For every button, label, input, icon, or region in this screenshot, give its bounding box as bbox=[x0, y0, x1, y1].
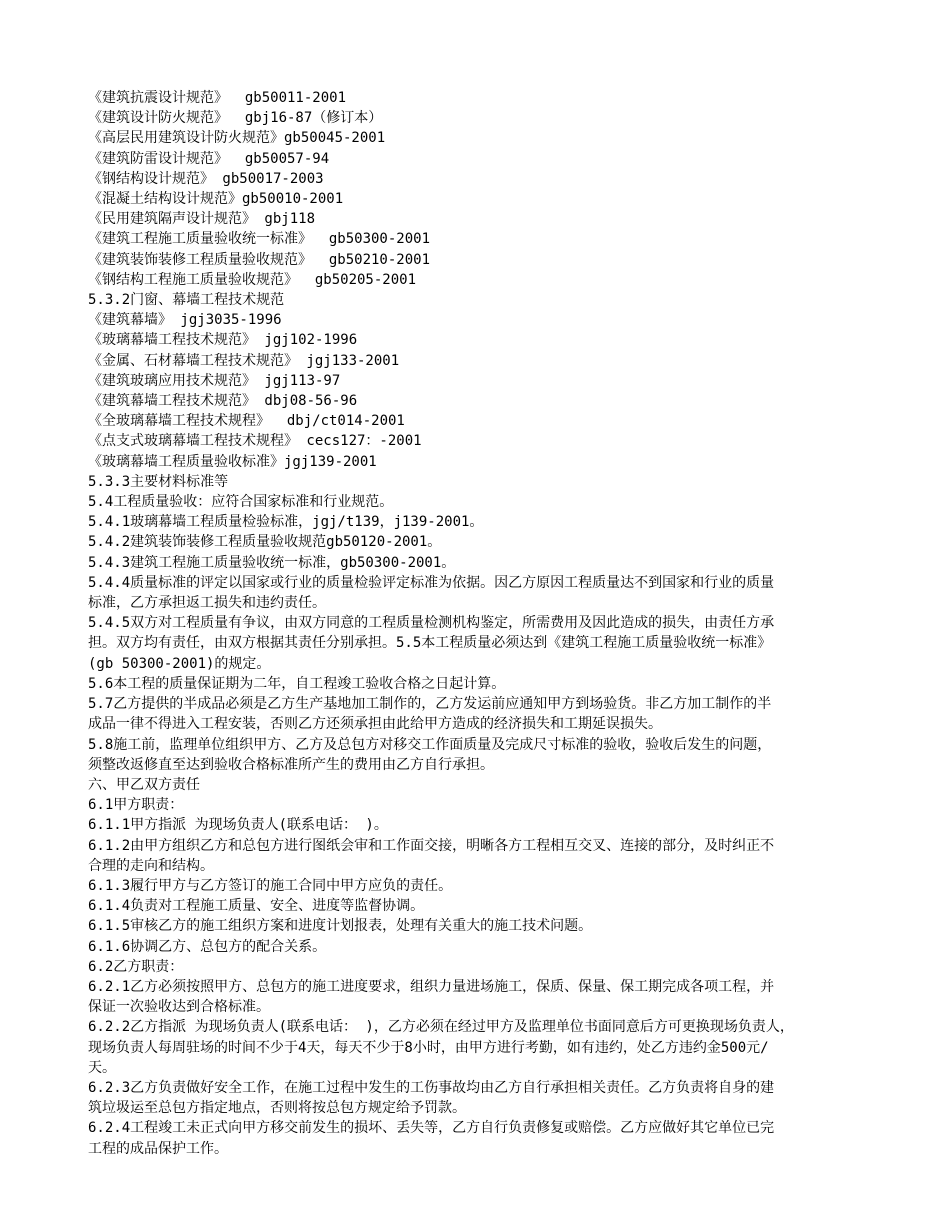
text-line: 《点支式玻璃幕墙工程技术规程》 cecs127：-2001 bbox=[88, 433, 422, 450]
text-line: 保证一次验收达到合格标准。 bbox=[88, 999, 270, 1016]
text-line: 5.4.2建筑装饰装修工程质量验收规范gb50120-2001。 bbox=[88, 534, 442, 551]
text-line: 《建筑抗震设计规范》 gb50011-2001 bbox=[88, 90, 347, 106]
text-line: 《金属、石材幕墙工程技术规范》 jgj133-2001 bbox=[88, 352, 400, 369]
section-heading: 6.2乙方职责： bbox=[88, 958, 184, 975]
text-line: 须整改返修直至达到验收合格标准所产生的费用由乙方自行承担。 bbox=[88, 756, 494, 773]
text-line: 《玻璃幕墙工程质量验收标准》jgj139-2001 bbox=[88, 453, 377, 470]
text-line: 6.1.1甲方指派 为现场负责人(联系电话： )。 bbox=[88, 817, 388, 834]
text-line: 5.4.5双方对工程质量有争议，由双方同意的工程质量检测机构鉴定，所需费用及因此造成的损失，由责任方承 bbox=[88, 615, 775, 632]
text-line: 成品一律不得进入工程安装，否则乙方还须承担由此给甲方造成的经济损失和工期延误损失。 bbox=[88, 716, 662, 733]
text-line: 6.1.4负责对工程施工质量、安全、进度等监督协调。 bbox=[88, 898, 425, 915]
section-heading: 六、甲乙双方责任 bbox=[88, 776, 200, 793]
text-line: 《建筑幕墙》 jgj3035-1996 bbox=[88, 312, 282, 329]
text-line: 担。双方均有责任，由双方根据其责任分别承担。5.5本工程质量必须达到《建筑工程施工质量验收统一标准》 bbox=[88, 635, 772, 652]
document-body bbox=[88, 88, 863, 1159]
text-line: 《建筑装饰装修工程质量验收规范》 gb50210-2001 bbox=[88, 251, 431, 268]
text-line: 《钢结构设计规范》 gb50017-2003 bbox=[88, 170, 324, 187]
section-heading: 6.1甲方职责： bbox=[88, 797, 184, 814]
text-line: 《建筑工程施工质量验收统一标准》 gb50300-2001 bbox=[88, 231, 431, 248]
text-line: 《玻璃幕墙工程技术规范》 jgj102-1996 bbox=[88, 332, 358, 349]
text-line: (gb 50300-2001)的规定。 bbox=[88, 655, 271, 672]
text-line: 标准，乙方承担返工损失和违约责任。 bbox=[88, 595, 326, 612]
text-line: 现场负责人每周驻场的时间不少于4天，每天不少于8小时，由甲方进行考勤，如有违约，处乙方违约金500元/ bbox=[88, 1039, 769, 1056]
text-line: 《钢结构工程施工质量验收规范》 gb50205-2001 bbox=[88, 271, 417, 288]
text-line: 6.1.3履行甲方与乙方签订的施工合同中甲方应负的责任。 bbox=[88, 877, 453, 894]
text-line: 《建筑玻璃应用技术规范》 jgj113-97 bbox=[88, 372, 341, 389]
text-line: 《全玻璃幕墙工程技术规程》 dbj/ct014-2001 bbox=[88, 413, 405, 430]
section-heading: 5.3.3主要材料标准等 bbox=[88, 473, 229, 490]
text-line: 《建筑设计防火规范》 gbj16-87（修订本） bbox=[88, 110, 383, 127]
text-line: 5.8施工前，监理单位组织甲方、乙方及总包方对移交工作面质量及完成尺寸标准的验收，验收后发生的问题， bbox=[88, 736, 772, 753]
text-line: 天。 bbox=[88, 1059, 116, 1076]
text-line: 5.4.4质量标准的评定以国家或行业的质量检验评定标准为依据。因乙方原因工程质量达不到国家和行业的质量 bbox=[88, 574, 775, 591]
text-line: 《建筑幕墙工程技术规范》 dbj08-56-96 bbox=[88, 393, 358, 410]
text-line: 《混凝土结构设计规范》gb50010-2001 bbox=[88, 191, 344, 208]
text-line: 6.2.1乙方必须按照甲方、总包方的施工进度要求，组织力量进场施工，保质、保量、保工期完成各项工程，并 bbox=[88, 978, 775, 995]
text-line: 5.4.1玻璃幕墙工程质量检验标准，jgj/t139，j139-2001。 bbox=[88, 514, 484, 531]
text-line: 工程的成品保护工作。 bbox=[88, 1140, 228, 1157]
text-line: 5.4.3建筑工程施工质量验收统一标准，gb50300-2001。 bbox=[88, 554, 456, 571]
text-line: 6.1.5审核乙方的施工组织方案和进度计划报表，处理有关重大的施工技术问题。 bbox=[88, 918, 593, 935]
text-line: 6.1.6协调乙方、总包方的配合关系。 bbox=[88, 938, 327, 955]
text-line: 《建筑防雷设计规范》 gb50057-94 bbox=[88, 150, 330, 167]
text-line: 《民用建筑隔声设计规范》 gbj118 bbox=[88, 211, 316, 228]
text-line: 合理的走向和结构。 bbox=[88, 857, 214, 874]
text-line: 《高层民用建筑设计防火规范》gb50045-2001 bbox=[88, 130, 386, 147]
text-line: 筑垃圾运至总包方指定地点，否则将按总包方规定给予罚款。 bbox=[88, 1100, 466, 1117]
section-heading: 5.4工程质量验收：应符合国家标准和行业规范。 bbox=[88, 494, 394, 511]
text-line: 5.7乙方提供的半成品必须是乙方生产基地加工制作的，乙方发运前应通知甲方到场验货。非乙方加工制作的半 bbox=[88, 696, 772, 713]
text-line: 6.2.3乙方负责做好安全工作，在施工过程中发生的工伤事故均由乙方自行承担相关责任。乙方负责将自身的建 bbox=[88, 1079, 775, 1096]
text-line: 6.2.2乙方指派 为现场负责人(联系电话： )，乙方必须在经过甲方及监理单位书面同意后方可更换现场负责人， bbox=[88, 1019, 794, 1036]
text-line: 6.2.4工程竣工未正式向甲方移交前发生的损坏、丢失等，乙方自行负责修复或赔偿。乙方应做好其它单位已完 bbox=[88, 1120, 775, 1137]
text-line: 5.6本工程的质量保证期为二年，自工程竣工验收合格之日起计算。 bbox=[88, 675, 506, 692]
text-line: 6.1.2由甲方组织乙方和总包方进行图纸会审和工作面交接，明晰各方工程相互交叉、连接的部分，及时纠正不 bbox=[88, 837, 775, 854]
section-heading: 5.3.2门窗、幕墙工程技术规范 bbox=[88, 292, 285, 309]
